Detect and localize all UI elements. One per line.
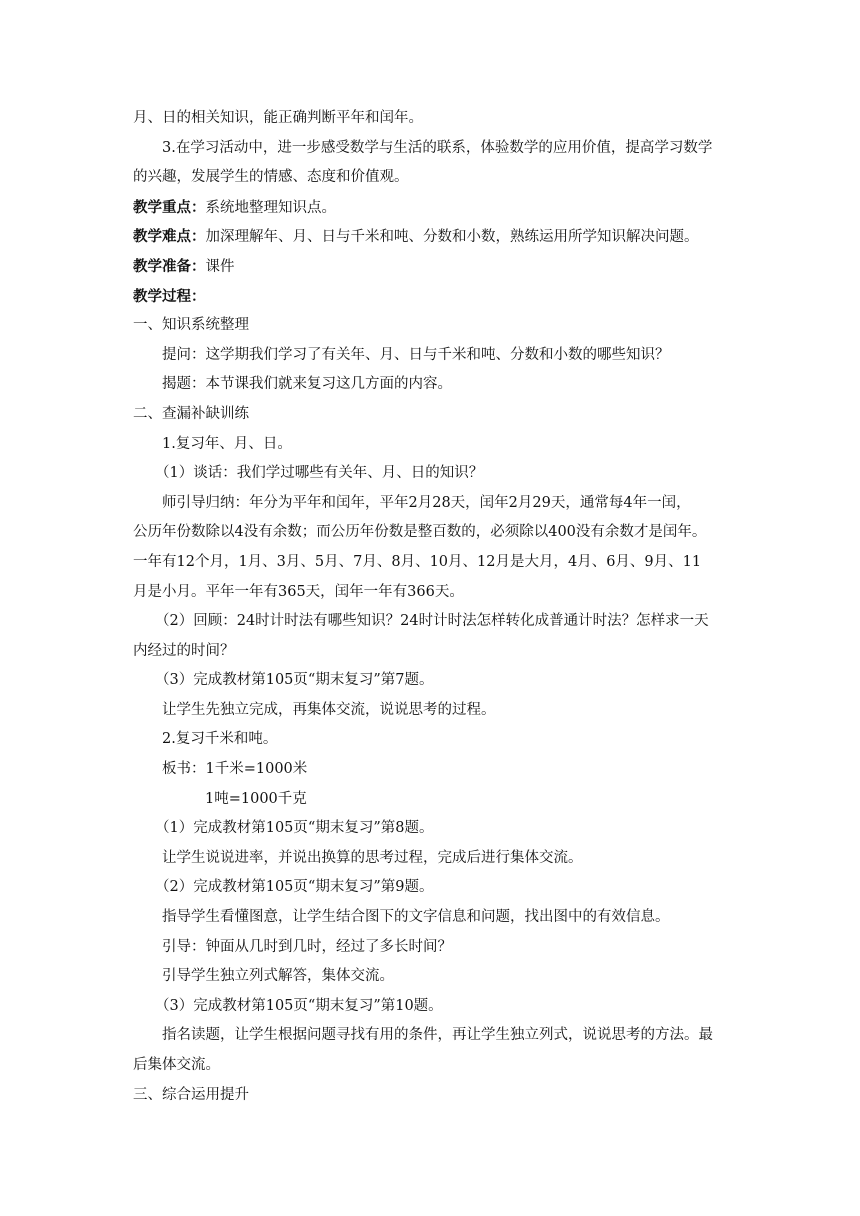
text-line: （2）完成教材第105页“期末复习”第9题。 [155,879,434,896]
text-line: （3）完成教材第105页“期末复习”第7题。 [155,672,434,689]
text-line: 一年有12个月，1月、3月、5月、7月、8月、10月、12月是大月，4月、6月、9月、11 [133,553,702,570]
section-label: 教学重点： [133,198,206,216]
text-line: 2.复习千米和吨。 [162,731,278,748]
text-line: 指名读题，让学生根据问题寻找有用的条件，再让学生独立列式，说说思考的方法。最 [162,1027,713,1044]
text-line: 揭题：本节课我们就来复习这几方面的内容。 [162,376,452,393]
section-label: 教学过程： [133,287,206,305]
text-line: 3.在学习活动中，进一步感受数学与生活的联系，体验数学的应用价值，提高学习数学 [162,139,713,156]
text-line: 让学生说说进率，并说出换算的思考过程，完成后进行集体交流。 [162,849,583,866]
text-line: 的兴趣，发展学生的情感、态度和价值观。 [133,169,409,186]
teaching-process [0,282,860,312]
document-page [0,104,860,1110]
text-line: 师引导归纳：年分为平年和闰年，平年2月28天，闰年2月29天，通常每4年一闰， [162,494,691,511]
section-heading: 二、查漏补缺训练 [133,405,249,422]
section-value: 加深理解年、月、日与千米和吨、分数和小数，熟练运用所学知识解决问题。 [205,229,699,246]
text-line: 板书：1千米=1000米 [162,761,308,778]
text-line: 引导：钟面从几时到几时，经过了多长时间？ [162,938,452,955]
section-value: 系统地整理知识点。 [205,199,336,216]
section-heading: 三、综合运用提升 [133,1086,249,1103]
text-line: 引导学生独立列式解答，集体交流。 [162,968,394,985]
text-line: 提问：这学期我们学习了有关年、月、日与千米和吨、分数和小数的哪些知识？ [162,346,670,363]
teaching-difficulty [0,222,860,252]
section-label: 教学难点： [133,228,206,246]
text-line: 公历年份数除以4没有余数；而公历年份数是整百数的，必须除以400没有余数才是闰年。 [133,524,707,541]
teaching-focus [0,193,860,223]
section-label: 教学准备： [133,257,206,275]
text-line: （1）完成教材第105页“期末复习”第8题。 [155,820,434,837]
text-line: 后集体交流。 [133,1057,220,1073]
teaching-preparation [0,252,860,282]
text-line: 内经过的时间？ [133,642,235,659]
text-line: 指导学生看懂图意，让学生结合图下的文字信息和问题，找出图中的有效信息。 [162,909,670,926]
text-line: 月、日的相关知识，能正确判断平年和闰年。 [133,110,423,126]
text-line: 1吨=1000千克 [205,790,307,807]
section-heading: 一、知识系统整理 [133,317,249,334]
section-value: 课件 [205,258,235,275]
text-line: 月是小月。平年一年有365天，闰年一年有366天。 [133,583,464,600]
text-line: 1.复习年、月、日。 [162,435,292,452]
text-line: 让学生先独立完成，再集体交流，说说思考的过程。 [162,701,496,718]
text-line: （2）回顾：24时计时法有哪些知识？24时计时法怎样转化成普通计时法？怎样求一天 [155,613,709,630]
text-line: （3）完成教材第105页“期末复习”第10题。 [155,997,443,1014]
text-line: （1）谈话：我们学过哪些有关年、月、日的知识？ [155,465,484,482]
